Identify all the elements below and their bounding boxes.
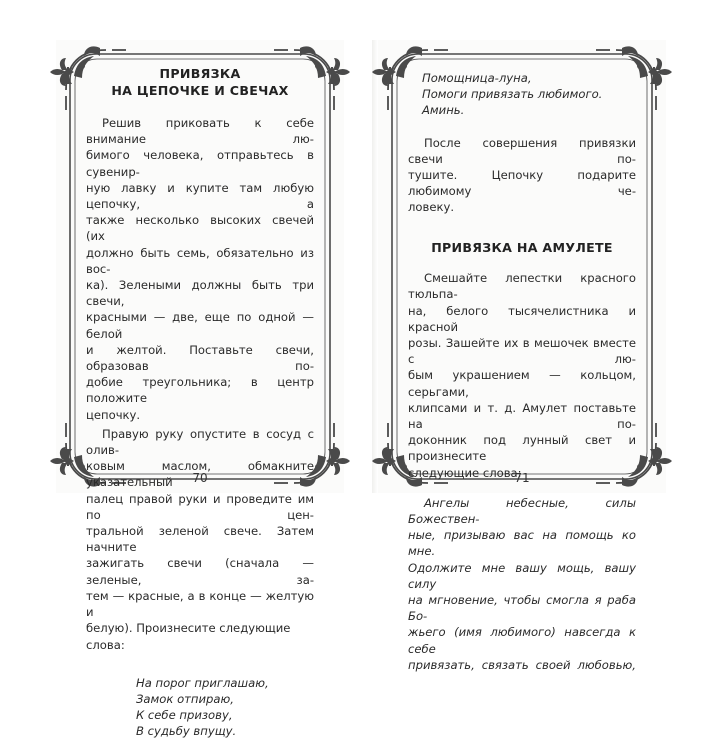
text-line: и желтой. Поставьте свечи, образовав по-: [86, 342, 314, 374]
verse-line: На порог приглашаю,: [136, 675, 269, 690]
verse-line: привязать, связать своей любовью,: [408, 657, 636, 672]
text-line: клипсами и т. д. Амулет поставьте на по-: [408, 400, 636, 431]
text-line: После совершения привязки свечи по-: [408, 135, 636, 166]
section-title: ПРИВЯЗКА НА АМУЛЕТЕ: [431, 239, 613, 255]
text-line: доконник под лунный свет и произнесите: [408, 433, 636, 464]
incantation-verse-2: [408, 495, 636, 673]
verse-line: ные, призываю вас на помощь ко мне.: [408, 528, 636, 559]
text-line: тральной зеленой свече. Затем начните: [86, 524, 314, 555]
verse-line: К себе призову,: [136, 708, 233, 723]
text-line: добие треугольника; в центр положите: [86, 375, 314, 406]
incantation-verse: [86, 675, 314, 740]
text-line: Правую руку опустите в сосуд с олив-: [86, 426, 314, 458]
paragraph-1: [86, 115, 314, 423]
incantation-verse-end: [408, 70, 636, 119]
page-content-right: [408, 70, 636, 673]
paragraph-2: [86, 426, 314, 653]
book-page-right: [378, 40, 666, 672]
page-number: 70: [192, 471, 208, 485]
text-line: зажигать свечи (сначала — зеленые, за-: [86, 556, 314, 587]
text-line: бимого человека, отправьтесь в сувенир-: [86, 148, 314, 179]
text-line: тем — красные, а в конце — желтую и: [86, 588, 314, 620]
verse-line: жьего (имя любимого) навсегда к себе: [408, 625, 636, 656]
title-line-2: НА ЦЕПОЧКЕ И СВЕЧАХ: [111, 82, 289, 98]
text-line: тушите. Цепочку подарите любимому че-: [408, 168, 636, 199]
text-line: ную лавку и купите там любую цепочку, а: [86, 180, 314, 212]
text-line: бым украшением — кольцом, серьгами,: [408, 368, 636, 399]
paragraph-1: [408, 135, 636, 216]
verse-line: Помощница-луна,: [422, 71, 532, 85]
text-line: должно быть семь, обязательно из вос-: [86, 245, 314, 276]
text-line: ка). Зелеными должны быть три свечи,: [86, 278, 314, 309]
text-line: ковым маслом, обмакните указательный: [86, 459, 314, 490]
text-line: красными — две, еще по одной — белой: [86, 310, 314, 341]
text-line: палец правой руки и проведите им по цен-: [86, 491, 314, 522]
verse-line: Помоги привязать любимого.: [422, 87, 603, 102]
text-line: на, белого тысячелистника и красной: [408, 303, 636, 334]
verse-line: Ангелы небесные, силы Божествен-: [408, 495, 636, 526]
text-line: следующие слова:: [408, 465, 522, 480]
page-content-left: [86, 66, 314, 740]
page-number: 71: [514, 471, 530, 485]
title-line-1: ПРИВЯЗКА: [159, 66, 241, 81]
text-line: Решив приковать к себе внимание лю-: [86, 116, 314, 147]
verse-line: на мгновение, чтобы смогла я раба Бо-: [408, 592, 636, 624]
section-title: [86, 66, 314, 99]
text-line: белую). Произнесите следующие слова:: [86, 621, 291, 652]
text-line: Смешайте лепестки красного тюльпа-: [408, 271, 636, 302]
text-line: также несколько высоких свечей (их: [86, 213, 314, 244]
text-line: розы. Зашейте их в мешочек вместе с лю-: [408, 335, 636, 367]
paragraph-2: [408, 270, 636, 481]
text-line: цепочку.: [86, 407, 141, 422]
verse-line: Одолжите мне вашу мощь, вашу силу: [408, 560, 636, 591]
text-line: ловеку.: [408, 200, 455, 215]
book-page-left: [56, 40, 344, 739]
verse-line: Аминь.: [422, 103, 465, 118]
verse-line: Замок отпираю,: [136, 691, 234, 706]
verse-line: В судьбу впущу.: [136, 724, 237, 739]
